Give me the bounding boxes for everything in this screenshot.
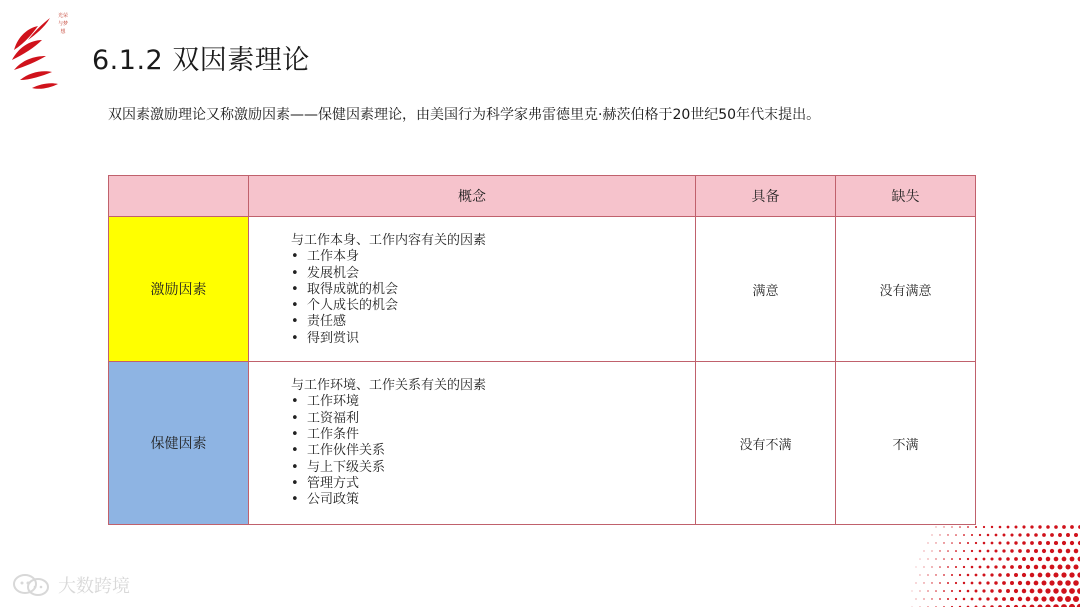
decorative-dot bbox=[951, 526, 952, 527]
decorative-dot bbox=[1062, 525, 1066, 529]
decorative-dot bbox=[963, 534, 965, 536]
decorative-dot bbox=[1034, 533, 1038, 537]
decorative-dot bbox=[1061, 572, 1066, 577]
decorative-dot bbox=[1061, 588, 1067, 594]
concept-title: 与工作环境、工作关系有关的因素 bbox=[291, 378, 487, 394]
decorative-dot bbox=[1022, 525, 1025, 528]
logo-text: 光荣与梦想 bbox=[57, 13, 68, 35]
decorative-dot bbox=[1058, 565, 1063, 570]
list-item: • 工作伙伴关系 bbox=[303, 443, 695, 459]
decorative-dot bbox=[979, 534, 981, 536]
decorative-dot bbox=[936, 527, 937, 528]
decorative-dot bbox=[1010, 597, 1014, 601]
decorative-dot bbox=[1046, 525, 1050, 529]
decorative-dot bbox=[1074, 533, 1078, 537]
concept-title: 与工作本身、工作内容有关的因素 bbox=[291, 233, 487, 248]
decorative-dot bbox=[1014, 573, 1018, 577]
decorative-dot bbox=[951, 558, 953, 560]
decorative-dot bbox=[1006, 589, 1010, 593]
decorative-dot bbox=[959, 590, 961, 592]
decorative-dot bbox=[920, 575, 921, 576]
decorative-dot bbox=[1050, 565, 1055, 570]
decorative-dot bbox=[963, 550, 965, 552]
decorative-dot bbox=[935, 574, 936, 575]
decorative-dot bbox=[975, 542, 977, 544]
list-item: • 与上下级关系 bbox=[303, 460, 695, 476]
decorative-dot bbox=[1038, 525, 1041, 528]
decorative-dot bbox=[971, 582, 974, 585]
decorative-dot bbox=[1065, 580, 1071, 586]
decorative-dot bbox=[1038, 573, 1043, 578]
decorative-dot bbox=[979, 550, 982, 553]
decorative-dot bbox=[928, 543, 929, 544]
decorative-dot bbox=[994, 565, 997, 568]
decorative-dot bbox=[1014, 589, 1018, 593]
decorative-dot bbox=[998, 557, 1001, 560]
decorative-dot bbox=[1073, 596, 1079, 602]
decorative-dot bbox=[1018, 549, 1022, 553]
decorative-dot bbox=[951, 542, 953, 544]
have-cell: 满意 bbox=[696, 217, 836, 362]
header-lack: 缺失 bbox=[836, 176, 976, 217]
concept-list bbox=[291, 394, 695, 508]
decorative-dot bbox=[999, 542, 1002, 545]
decorative-dot bbox=[955, 598, 957, 600]
decorative-dot bbox=[971, 566, 974, 569]
dot-pattern-decoration bbox=[880, 517, 1080, 607]
decorative-dot bbox=[955, 582, 957, 584]
decorative-dot bbox=[963, 566, 965, 568]
decorative-dot bbox=[1018, 565, 1022, 569]
decorative-dot bbox=[1010, 581, 1014, 585]
decorative-dot bbox=[1042, 565, 1047, 570]
list-item: • 工作环境 bbox=[303, 394, 695, 410]
decorative-dot bbox=[947, 550, 949, 552]
decorative-dot bbox=[963, 598, 966, 601]
decorative-dot bbox=[963, 582, 965, 584]
decorative-dot bbox=[990, 573, 993, 576]
decorative-dot bbox=[1058, 549, 1062, 553]
decorative-dot bbox=[947, 598, 949, 600]
decorative-dot bbox=[920, 559, 921, 560]
decorative-dot bbox=[1030, 525, 1033, 528]
decorative-dot bbox=[1038, 541, 1042, 545]
table-row bbox=[109, 362, 976, 525]
two-factor-table bbox=[108, 175, 976, 525]
decorative-dot bbox=[1038, 589, 1043, 594]
list-item: • 工资福利 bbox=[303, 411, 695, 427]
watermark-text: 大数跨境 bbox=[58, 576, 130, 597]
decorative-dot bbox=[959, 542, 961, 544]
list-item: • 取得成就的机会 bbox=[303, 282, 695, 298]
decorative-dot bbox=[1065, 596, 1071, 602]
decorative-dot bbox=[919, 590, 920, 591]
factor-motivation: 激励因素 bbox=[109, 217, 249, 362]
decorative-dot bbox=[959, 574, 961, 576]
decorative-dot bbox=[1018, 581, 1022, 585]
decorative-dot bbox=[1026, 597, 1031, 602]
decorative-dot bbox=[947, 566, 949, 568]
decorative-dot bbox=[983, 542, 986, 545]
list-item: • 责任感 bbox=[303, 314, 695, 330]
decorative-dot bbox=[947, 534, 948, 535]
decorative-dot bbox=[1066, 565, 1071, 570]
decorative-dot bbox=[971, 550, 973, 552]
decorative-dot bbox=[923, 598, 924, 599]
decorative-dot bbox=[943, 542, 944, 543]
list-item: • 管理方式 bbox=[303, 476, 695, 492]
decorative-dot bbox=[1046, 573, 1051, 578]
decorative-dot bbox=[1018, 597, 1022, 601]
list-item: • 个人成长的机会 bbox=[303, 298, 695, 314]
decorative-dot bbox=[1041, 596, 1046, 601]
decorative-dot bbox=[979, 582, 982, 585]
decorative-dot bbox=[986, 565, 989, 568]
decorative-dot bbox=[931, 582, 932, 583]
decorative-dot bbox=[931, 550, 932, 551]
decorative-dot bbox=[916, 567, 917, 568]
decorative-dot bbox=[1022, 541, 1026, 545]
decorative-dot bbox=[978, 597, 981, 600]
decorative-dot bbox=[935, 558, 936, 559]
decorative-dot bbox=[939, 550, 940, 551]
decorative-dot bbox=[912, 591, 913, 592]
decorative-dot bbox=[1042, 549, 1046, 553]
decorative-dot bbox=[1070, 525, 1074, 529]
decorative-dot bbox=[955, 566, 957, 568]
decorative-dot bbox=[991, 542, 994, 545]
concept-list bbox=[291, 249, 695, 347]
decorative-dot bbox=[1010, 549, 1013, 552]
decorative-dot bbox=[1073, 580, 1079, 586]
decorative-dot bbox=[1038, 557, 1042, 561]
decorative-dot bbox=[927, 590, 928, 591]
decorative-dot bbox=[935, 542, 936, 543]
decorative-dot bbox=[971, 598, 974, 601]
decorative-dot bbox=[995, 534, 998, 537]
decorative-dot bbox=[1042, 533, 1046, 537]
wechat-icon bbox=[12, 573, 52, 597]
decorative-dot bbox=[939, 566, 941, 568]
decorative-dot bbox=[967, 542, 969, 544]
decorative-dot bbox=[967, 526, 969, 528]
decorative-dot bbox=[975, 526, 977, 528]
decorative-dot bbox=[1070, 541, 1074, 545]
decorative-dot bbox=[1015, 526, 1018, 529]
decorative-dot bbox=[990, 557, 993, 560]
decorative-dot bbox=[1002, 549, 1005, 552]
decorative-dot bbox=[991, 526, 993, 528]
table-row bbox=[109, 217, 976, 362]
decorative-dot bbox=[1002, 597, 1006, 601]
decorative-dot bbox=[986, 597, 989, 600]
decorative-dot bbox=[1069, 572, 1074, 577]
decorative-dot bbox=[994, 549, 997, 552]
decorative-dot bbox=[1046, 541, 1050, 545]
decorative-dot bbox=[1054, 525, 1058, 529]
decorative-dot bbox=[1053, 588, 1058, 593]
decorative-dot bbox=[1049, 596, 1054, 601]
decorative-dot bbox=[1006, 573, 1010, 577]
decorative-dot bbox=[1046, 557, 1050, 561]
decorative-dot bbox=[943, 526, 944, 527]
decorative-dot bbox=[923, 582, 924, 583]
decorative-dot bbox=[1057, 596, 1063, 602]
decorative-dot bbox=[1010, 533, 1013, 536]
decorative-dot bbox=[987, 534, 990, 537]
decorative-dot bbox=[1030, 541, 1034, 545]
decorative-dot bbox=[1034, 565, 1038, 569]
list-item: • 得到赏识 bbox=[303, 331, 695, 347]
decorative-dot bbox=[1049, 580, 1054, 585]
decorative-dot bbox=[931, 566, 932, 567]
decorative-dot bbox=[959, 558, 961, 560]
decorative-dot bbox=[1003, 534, 1006, 537]
decorative-dot bbox=[1022, 573, 1026, 577]
decorative-dot bbox=[1066, 549, 1071, 554]
decorative-dot bbox=[1006, 557, 1010, 561]
decorative-dot bbox=[1045, 588, 1050, 593]
decorative-dot bbox=[923, 566, 924, 567]
decorative-dot bbox=[1030, 589, 1035, 594]
decorative-dot bbox=[999, 526, 1002, 529]
decorative-dot bbox=[990, 589, 993, 592]
decorative-dot bbox=[924, 551, 925, 552]
decorative-dot bbox=[1054, 541, 1058, 545]
decorative-dot bbox=[1074, 549, 1079, 554]
decorative-dot bbox=[1018, 533, 1021, 536]
decorative-dot bbox=[1069, 588, 1075, 594]
decorative-dot bbox=[1026, 581, 1031, 586]
intro-text: 双因素激励理论又称激励因素——保健因素理论，由美国行为科学家弗雷德里克·赫茨伯格于20世纪50年代末提出。 bbox=[108, 107, 821, 123]
header-have: 具备 bbox=[696, 176, 836, 217]
decorative-dot bbox=[975, 590, 978, 593]
decorative-dot bbox=[1057, 580, 1062, 585]
decorative-dot bbox=[1030, 573, 1034, 577]
decorative-dot bbox=[1054, 557, 1059, 562]
decorative-dot bbox=[994, 597, 998, 601]
decorative-dot bbox=[955, 550, 957, 552]
decorative-dot bbox=[1066, 533, 1070, 537]
decorative-dot bbox=[967, 590, 970, 593]
decorative-dot bbox=[1010, 565, 1014, 569]
decorative-dot bbox=[951, 590, 953, 592]
decorative-dot bbox=[982, 589, 985, 592]
decorative-dot bbox=[959, 526, 961, 528]
decorative-dot bbox=[943, 590, 945, 592]
concept-cell bbox=[249, 217, 696, 362]
decorative-dot bbox=[955, 534, 957, 536]
header-concept: 概念 bbox=[249, 176, 696, 217]
decorative-dot bbox=[967, 558, 969, 560]
decorative-dot bbox=[1007, 526, 1010, 529]
decorative-dot bbox=[998, 573, 1002, 577]
decorative-dot bbox=[983, 558, 986, 561]
list-item: • 发展机会 bbox=[303, 266, 695, 282]
decorative-dot bbox=[1042, 581, 1047, 586]
decorative-dot bbox=[1026, 549, 1030, 553]
decorative-dot bbox=[1034, 549, 1038, 553]
decorative-dot bbox=[927, 558, 928, 559]
decorative-dot bbox=[1026, 533, 1029, 536]
decorative-dot bbox=[987, 550, 990, 553]
decorative-dot bbox=[982, 573, 985, 576]
list-item: • 工作本身 bbox=[303, 249, 695, 265]
decorative-dot bbox=[1070, 557, 1075, 562]
list-item: • 工作条件 bbox=[303, 427, 695, 443]
decorative-dot bbox=[951, 574, 953, 576]
decorative-dot bbox=[983, 526, 985, 528]
decorative-dot bbox=[932, 535, 933, 536]
decorative-dot bbox=[927, 574, 928, 575]
decorative-dot bbox=[1002, 581, 1006, 585]
lack-cell: 没有满意 bbox=[836, 217, 976, 362]
decorative-dot bbox=[1026, 565, 1030, 569]
decorative-dot bbox=[1014, 557, 1018, 561]
decorative-dot bbox=[1062, 557, 1067, 562]
decorative-dot bbox=[967, 574, 970, 577]
table-header-row bbox=[109, 176, 976, 217]
decorative-dot bbox=[1022, 589, 1026, 593]
decorative-dot bbox=[975, 574, 978, 577]
have-cell: 没有不满 bbox=[696, 362, 836, 525]
decorative-dot bbox=[1002, 565, 1006, 569]
decorative-dot bbox=[998, 589, 1002, 593]
decorative-dot bbox=[1073, 564, 1078, 569]
decorative-dot bbox=[947, 582, 949, 584]
decorative-dot bbox=[916, 583, 917, 584]
decorative-dot bbox=[1022, 557, 1026, 561]
decorative-dot bbox=[1053, 572, 1058, 577]
decorative-dot bbox=[1014, 541, 1017, 544]
decorative-dot bbox=[1062, 541, 1066, 545]
decorative-dot bbox=[916, 599, 917, 600]
decorative-dot bbox=[943, 574, 945, 576]
decorative-dot bbox=[986, 581, 989, 584]
decorative-dot bbox=[979, 566, 982, 569]
decorative-dot bbox=[1050, 533, 1054, 537]
decorative-dot bbox=[1058, 533, 1062, 537]
header-empty bbox=[109, 176, 249, 217]
decorative-dot bbox=[1034, 581, 1039, 586]
decorative-dot bbox=[939, 598, 941, 600]
decorative-dot bbox=[1034, 597, 1039, 602]
decorative-dot bbox=[931, 598, 932, 599]
page-title: 6.1.2 双因素理论 bbox=[92, 45, 310, 76]
factor-hygiene: 保健因素 bbox=[109, 362, 249, 525]
decorative-dot bbox=[1030, 557, 1034, 561]
decorative-dot bbox=[939, 582, 941, 584]
decorative-dot bbox=[1006, 541, 1009, 544]
decorative-dot bbox=[943, 558, 945, 560]
decorative-dot bbox=[994, 581, 997, 584]
watermark bbox=[12, 572, 130, 598]
list-item: • 公司政策 bbox=[303, 492, 695, 508]
concept-cell bbox=[249, 362, 696, 525]
decorative-dot bbox=[971, 534, 973, 536]
decorative-dot bbox=[939, 534, 940, 535]
lack-cell: 不满 bbox=[836, 362, 976, 525]
decorative-dot bbox=[935, 590, 937, 592]
decorative-dot bbox=[975, 558, 978, 561]
decorative-dot bbox=[1050, 549, 1054, 553]
